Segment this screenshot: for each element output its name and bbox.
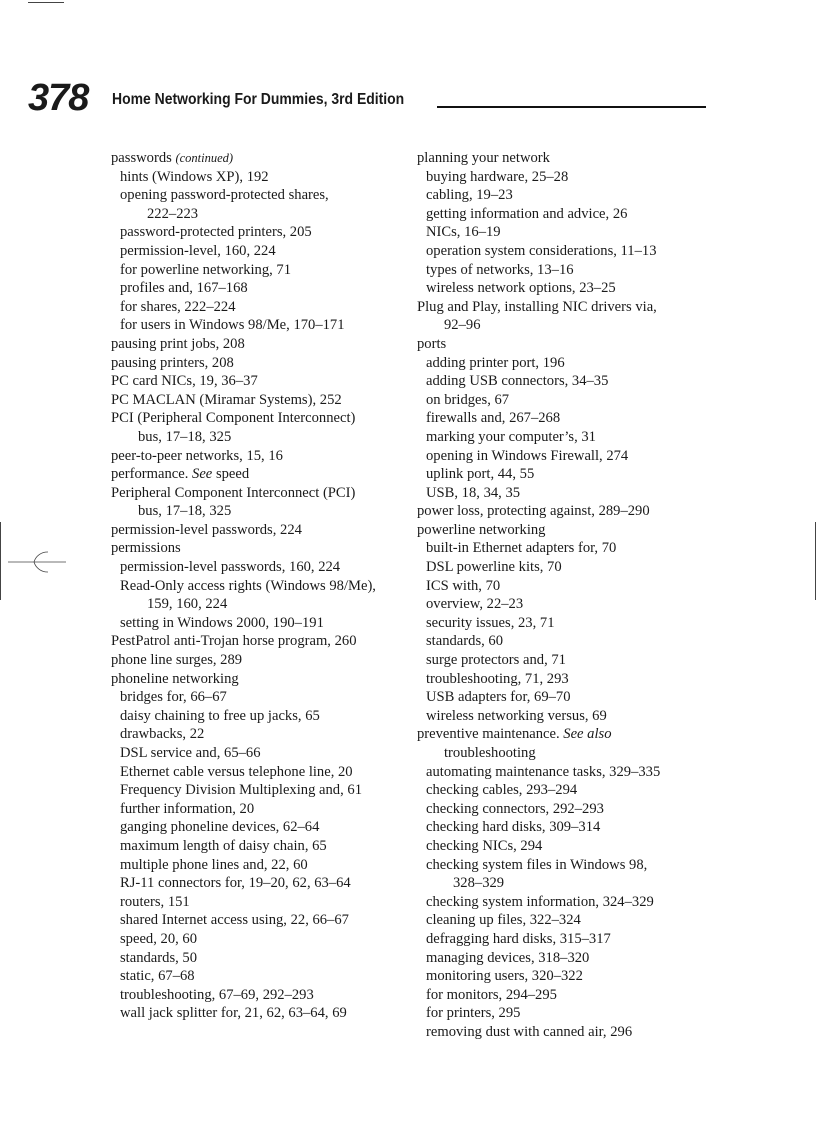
- index-entry-text: Plug and Play, installing NIC drivers via,: [417, 298, 657, 315]
- index-entry: [417, 539, 717, 558]
- index-entry: [111, 688, 411, 707]
- index-entry: [111, 725, 411, 744]
- index-entry: [111, 632, 411, 651]
- index-entry: [417, 372, 717, 391]
- index-entry: [111, 763, 411, 782]
- index-entry: [111, 986, 411, 1005]
- index-entry: [417, 558, 717, 577]
- index-entry: [417, 1023, 717, 1042]
- index-entry-text: DSL powerline kits, 70: [426, 559, 562, 576]
- index-entry: [111, 837, 411, 856]
- index-entry: [111, 1004, 411, 1023]
- index-entry-text: surge protectors and, 71: [426, 652, 566, 669]
- index-entry: [417, 261, 717, 280]
- index-entry: [111, 186, 411, 205]
- index-entry-text: PC MACLAN (Miramar Systems), 252: [111, 391, 342, 408]
- index-entry-text: Read-Only access rights (Windows 98/Me),: [120, 577, 376, 594]
- index-entry-text: built-in Ethernet adapters for, 70: [426, 540, 617, 557]
- index-entry-text: performance.: [111, 466, 193, 483]
- index-entry: [111, 874, 411, 893]
- running-head: Home Networking For Dummies, 3rd Edition: [112, 91, 405, 108]
- index-entry-text: checking cables, 293–294: [426, 782, 578, 799]
- index-entry-text: routers, 151: [120, 893, 190, 910]
- index-entry: [111, 168, 411, 187]
- index-entry: [111, 595, 411, 614]
- index-entry: [111, 409, 411, 428]
- index-column-right: [417, 149, 717, 1042]
- index-entry: [417, 409, 717, 428]
- index-entry-text: operation system considerations, 11–13: [426, 242, 657, 259]
- index-entry-text: PC card NICs, 19, 36–37: [111, 373, 258, 390]
- index-entry-text: daisy chaining to free up jacks, 65: [120, 707, 320, 724]
- index-entry: [111, 149, 411, 168]
- index-entry-text: 222–223: [147, 205, 199, 222]
- index-entry-text: adding printer port, 196: [426, 354, 565, 371]
- index-entry-text: uplink port, 44, 55: [426, 466, 535, 483]
- index-entry-text: ports: [417, 335, 447, 352]
- index-entry-text: checking hard disks, 309–314: [426, 819, 601, 836]
- index-entry-text: ICS with, 70: [426, 577, 501, 594]
- index-entry-text: removing dust with canned air, 296: [426, 1023, 633, 1040]
- index-entry: [417, 465, 717, 484]
- index-entry-text: for monitors, 294–295: [426, 986, 557, 1003]
- index-entry-text: USB, 18, 34, 35: [426, 484, 521, 501]
- index-entry: [417, 335, 717, 354]
- index-entry-text: standards, 50: [120, 949, 198, 966]
- index-entry: [417, 205, 717, 224]
- index-entry-text: setting in Windows 2000, 190–191: [120, 614, 324, 631]
- index-entry-text: PCI (Peripheral Component Interconnect): [111, 410, 356, 427]
- index-entry: [111, 279, 411, 298]
- index-entry-text: cleaning up files, 322–324: [426, 912, 581, 929]
- index-entry: [417, 614, 717, 633]
- continued-note: (continued): [175, 151, 234, 165]
- index-entry: [417, 168, 717, 187]
- index-entry-text: troubleshooting, 71, 293: [426, 670, 569, 687]
- index-entry-text: permission-level, 160, 224: [120, 242, 276, 259]
- index-entry: [111, 428, 411, 447]
- index-entry: [417, 186, 717, 205]
- index-entry: [417, 447, 717, 466]
- index-entry-text: checking system information, 324–329: [426, 893, 654, 910]
- index-entry-text: wireless networking versus, 69: [426, 707, 607, 724]
- index-entry-text: permissions: [111, 540, 181, 557]
- index-entry: [417, 651, 717, 670]
- index-entry: [111, 354, 411, 373]
- index-entry: [111, 242, 411, 261]
- crop-mark-top: [28, 2, 64, 3]
- index-entry-text: pausing printers, 208: [111, 354, 234, 371]
- index-entry: [417, 632, 717, 651]
- index-entry: [111, 893, 411, 912]
- index-entry: [417, 986, 717, 1005]
- index-entry: [111, 298, 411, 317]
- index-entry-text: security issues, 23, 71: [426, 614, 555, 631]
- index-entry: [111, 707, 411, 726]
- index-entry-text: cabling, 19–23: [426, 187, 513, 204]
- index-entry: [417, 391, 717, 410]
- index-entry-text: bridges for, 66–67: [120, 689, 227, 706]
- index-entry: [417, 595, 717, 614]
- index-entry-text: wireless network options, 23–25: [426, 280, 616, 297]
- index-entry-text: PestPatrol anti-Trojan horse program, 260: [111, 633, 357, 650]
- index-entry: [417, 744, 717, 763]
- index-entry: [111, 372, 411, 391]
- index-entry-text: preventive maintenance.: [417, 726, 564, 743]
- index-entry-text: on bridges, 67: [426, 391, 510, 408]
- index-entry-text: monitoring users, 320–322: [426, 968, 583, 985]
- index-entry: [417, 298, 717, 317]
- index-entry: [417, 874, 717, 893]
- index-entry-text: permission-level passwords, 224: [111, 521, 302, 538]
- index-entry-text: checking connectors, 292–293: [426, 800, 604, 817]
- index-entry: [417, 800, 717, 819]
- registration-mark-icon: [8, 547, 66, 577]
- index-entry-text: overview, 22–23: [426, 596, 524, 613]
- see-reference: See: [192, 466, 213, 483]
- index-entry-text: firewalls and, 267–268: [426, 410, 561, 427]
- index-entry-text: defragging hard disks, 315–317: [426, 930, 611, 947]
- index-entry-text: adding USB connectors, 34–35: [426, 373, 609, 390]
- index-entry-text: permission-level passwords, 160, 224: [120, 559, 341, 576]
- index-entry-text: powerline networking: [417, 521, 546, 538]
- index-entry: [111, 670, 411, 689]
- index-entry-text: speed, 20, 60: [120, 930, 198, 947]
- index-entry: [111, 614, 411, 633]
- index-entry-text: checking system files in Windows 98,: [426, 856, 648, 873]
- index-entry: [417, 688, 717, 707]
- index-entry-text: pausing print jobs, 208: [111, 335, 245, 352]
- index-entry-text: opening in Windows Firewall, 274: [426, 447, 629, 464]
- index-entry-text: 92–96: [444, 317, 481, 334]
- index-entry-text: ganging phoneline devices, 62–64: [120, 819, 320, 836]
- index-entry-text: buying hardware, 25–28: [426, 168, 569, 185]
- index-entry: [417, 781, 717, 800]
- index-entry: [111, 800, 411, 819]
- see-target: speed: [212, 466, 250, 483]
- index-entry: [111, 335, 411, 354]
- index-entry: [111, 539, 411, 558]
- index-entry: [417, 502, 717, 521]
- index-entry-text: for shares, 222–224: [120, 298, 236, 315]
- index-entry-text: types of networks, 13–16: [426, 261, 574, 278]
- index-entry: [111, 930, 411, 949]
- index-entry-text: planning your network: [417, 150, 550, 166]
- index-entry: [111, 577, 411, 596]
- index-entry: [417, 837, 717, 856]
- index-entry: [417, 354, 717, 373]
- index-entry-text: marking your computer’s, 31: [426, 428, 596, 445]
- index-entry-text: getting information and advice, 26: [426, 205, 628, 222]
- index-entry: [417, 856, 717, 875]
- index-entry-text: further information, 20: [120, 800, 255, 817]
- index-entry-text: wall jack splitter for, 21, 62, 63–64, 69: [120, 1005, 347, 1022]
- index-entry: [111, 911, 411, 930]
- index-entry: [111, 558, 411, 577]
- index-entry: [417, 725, 717, 744]
- index-entry: [417, 707, 717, 726]
- header-rule: [437, 106, 706, 108]
- index-entry-text: for powerline networking, 71: [120, 261, 292, 278]
- index-entry: [417, 223, 717, 242]
- index-entry: [111, 484, 411, 503]
- index-entry-text: RJ-11 connectors for, 19–20, 62, 63–64: [120, 875, 351, 892]
- crop-mark-left: [0, 522, 1, 600]
- index-entry: [417, 1004, 717, 1023]
- index-entry: [111, 521, 411, 540]
- index-entry: [417, 484, 717, 503]
- index-entry: [417, 242, 717, 261]
- index-entry: [417, 670, 717, 689]
- index-entry-text: for printers, 295: [426, 1005, 521, 1022]
- index-entry: [111, 967, 411, 986]
- index-entry: [111, 781, 411, 800]
- index-entry: [417, 818, 717, 837]
- index-entry-text: troubleshooting: [444, 745, 536, 761]
- index-entry: [111, 502, 411, 521]
- see-reference: See also: [563, 726, 612, 743]
- index-entry: [417, 279, 717, 298]
- index-entry: [111, 818, 411, 837]
- index-entry-text: 328–329: [453, 875, 505, 892]
- index-entry-text: power loss, protecting against, 289–290: [417, 503, 650, 520]
- index-entry: [417, 949, 717, 968]
- index-entry: [417, 316, 717, 335]
- index-entry: [417, 911, 717, 930]
- index-entry: [111, 651, 411, 670]
- index-entry: [417, 577, 717, 596]
- index-entry-text: profiles and, 167–168: [120, 280, 248, 297]
- index-entry: [111, 223, 411, 242]
- index-entry-text: checking NICs, 294: [426, 837, 543, 854]
- index-entry: [417, 521, 717, 540]
- index-entry-text: static, 67–68: [120, 968, 195, 985]
- index-entry-text: for users in Windows 98/Me, 170–171: [120, 317, 345, 334]
- index-column-left: [111, 149, 411, 1023]
- index-entry-text: Ethernet cable versus telephone line, 20: [120, 763, 353, 780]
- index-entry: [111, 205, 411, 224]
- index-entry: [111, 856, 411, 875]
- index-entry: [111, 316, 411, 335]
- index-entry: [111, 447, 411, 466]
- index-entry-text: hints (Windows XP), 192: [120, 168, 269, 185]
- index-entry: [417, 930, 717, 949]
- index-entry-text: Peripheral Component Interconnect (PCI): [111, 484, 356, 501]
- index-entry-text: DSL service and, 65–66: [120, 745, 261, 761]
- index-entry: [417, 967, 717, 986]
- index-entry-text: managing devices, 318–320: [426, 949, 590, 966]
- index-entry: [417, 763, 717, 782]
- index-entry-text: password-protected printers, 205: [120, 224, 312, 241]
- index-entry-text: USB adapters for, 69–70: [426, 689, 571, 706]
- index-entry: [111, 949, 411, 968]
- index-entry-text: peer-to-peer networks, 15, 16: [111, 447, 283, 464]
- index-entry: [111, 391, 411, 410]
- index-entry: [417, 428, 717, 447]
- page-number: 378: [28, 77, 89, 119]
- index-entry-text: multiple phone lines and, 22, 60: [120, 856, 308, 873]
- index-entry-text: automating maintenance tasks, 329–335: [426, 763, 661, 780]
- index-entry-text: Frequency Division Multiplexing and, 61: [120, 782, 362, 799]
- index-entry-text: drawbacks, 22: [120, 726, 205, 743]
- index-entry-text: 159, 160, 224: [147, 596, 228, 613]
- index-entry-text: opening password-protected shares,: [120, 187, 329, 204]
- index-entry-text: bus, 17–18, 325: [138, 428, 232, 445]
- index-entry: [111, 261, 411, 280]
- index-entry-text: phone line surges, 289: [111, 652, 243, 669]
- index-entry-text: bus, 17–18, 325: [138, 503, 232, 520]
- index-entry-text: NICs, 16–19: [426, 224, 501, 241]
- index-entry: [417, 149, 717, 168]
- index-entry-text: troubleshooting, 67–69, 292–293: [120, 986, 314, 1003]
- index-entry-text: maximum length of daisy chain, 65: [120, 837, 327, 854]
- index-entry-text: passwords: [111, 150, 176, 166]
- index-entry: [111, 744, 411, 763]
- index-entry: [417, 893, 717, 912]
- index-entry-text: shared Internet access using, 22, 66–67: [120, 912, 349, 929]
- index-entry-text: standards, 60: [426, 633, 504, 650]
- index-entry-text: phoneline networking: [111, 670, 239, 687]
- index-entry: [111, 465, 411, 484]
